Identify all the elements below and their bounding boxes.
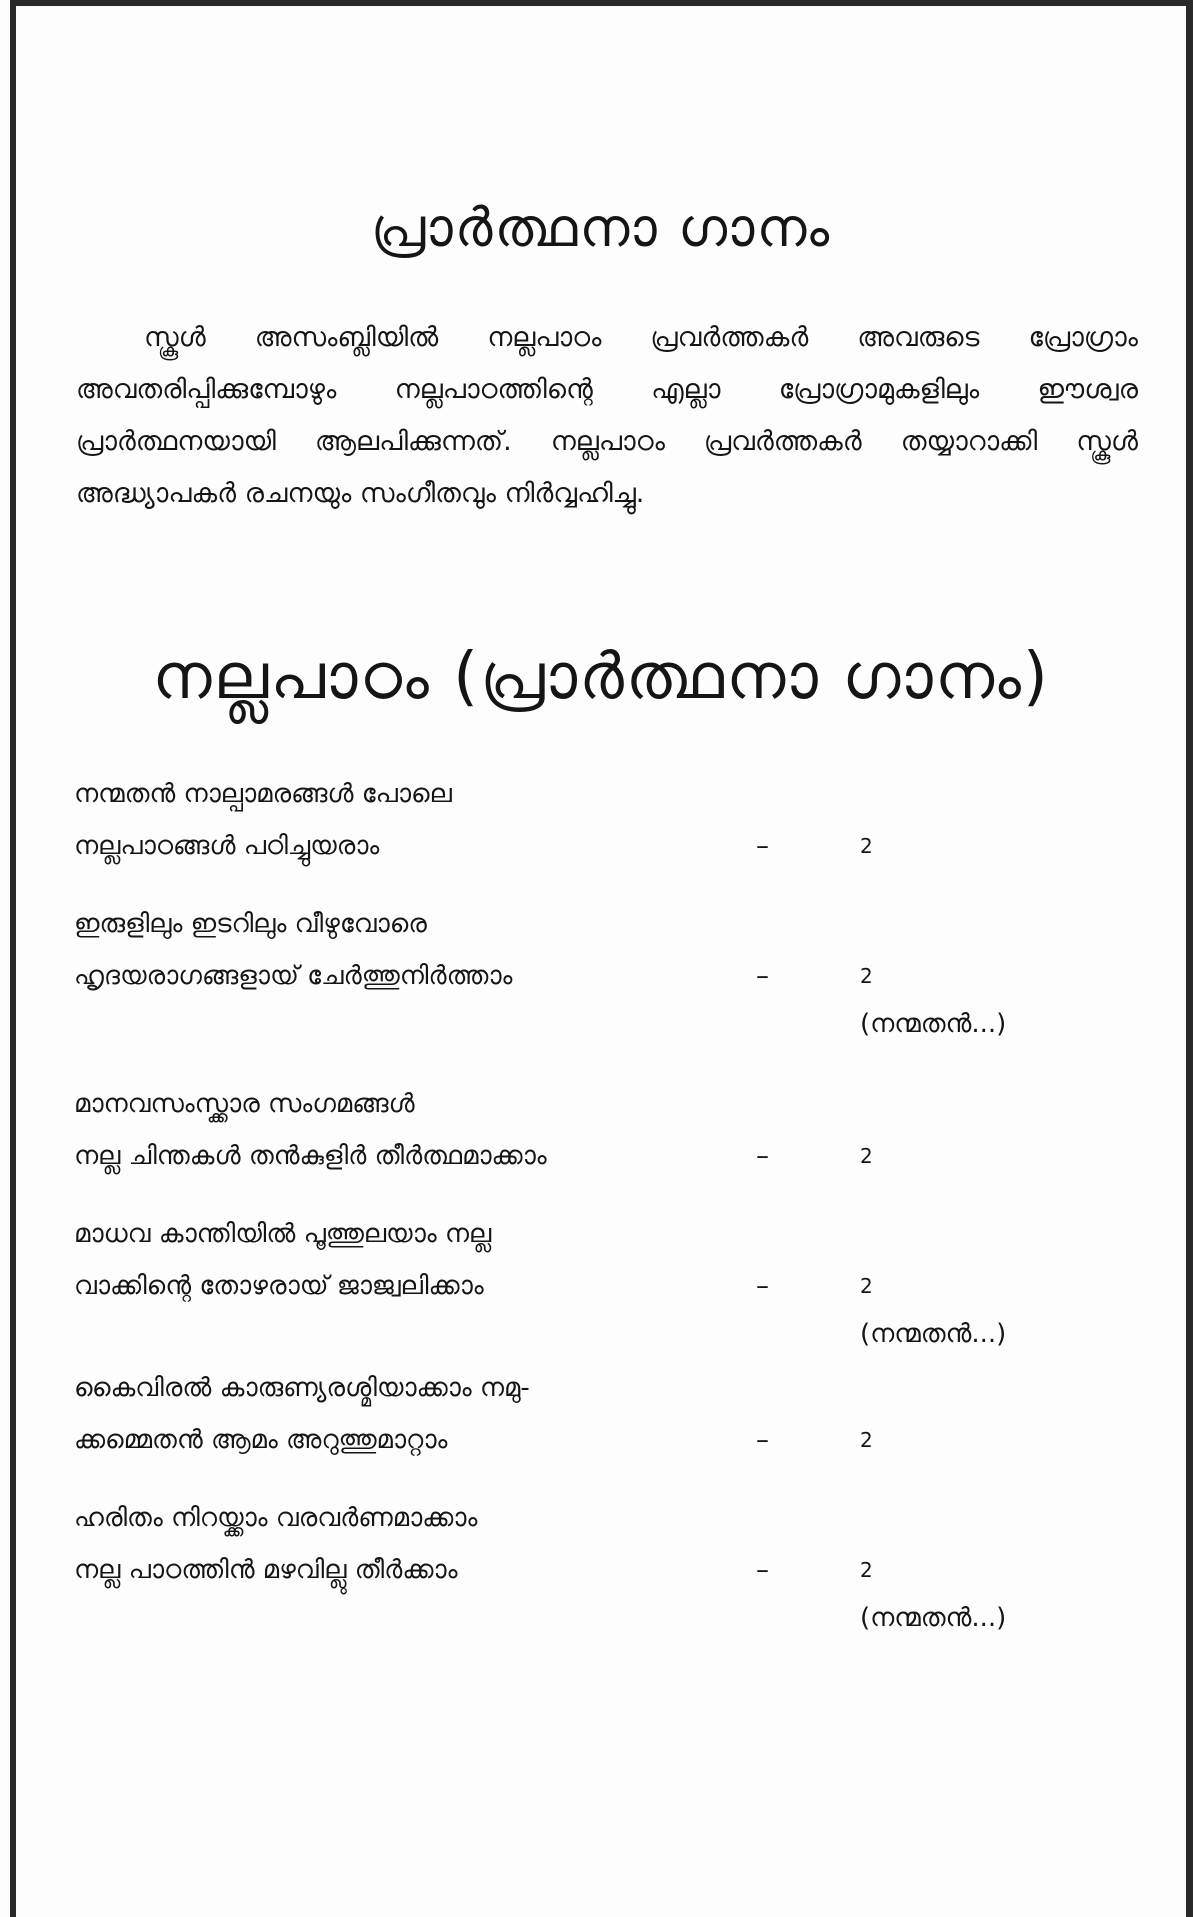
- verse-line: [74, 1414, 1114, 1466]
- repeat-dash: –: [756, 1271, 769, 1301]
- verse-line: [74, 1362, 1114, 1414]
- stanza: [74, 1078, 1114, 1182]
- stanza: [74, 1492, 1114, 1646]
- repeat-dash: –: [756, 1425, 769, 1455]
- verse-text: നല്ല ചിന്തകൾ തൻകുളിർ തീർത്ഥമാക്കാം: [74, 1141, 547, 1171]
- verse-text: ഹൃദയരാഗങ്ങളായ് ചേർത്തുനിർത്താം: [74, 961, 513, 991]
- refrain-line: [74, 1596, 1114, 1646]
- refrain-text: (നന്മതൻ...): [860, 1319, 1007, 1349]
- intro-paragraph: [76, 312, 1138, 520]
- repeat-count: 2: [860, 834, 873, 858]
- verse-line: [74, 820, 1114, 872]
- refrain-line: [74, 1002, 1114, 1052]
- refrain-text: (നന്മതൻ...): [860, 1603, 1007, 1633]
- repeat-count: 2: [860, 1274, 873, 1298]
- verse-text: ഹരിതം നിറയ്ക്കാം വരവർണമാക്കാം: [74, 1503, 478, 1533]
- verse-line: [74, 1260, 1114, 1312]
- repeat-count: 2: [860, 1558, 873, 1582]
- repeat-dash: –: [756, 961, 769, 991]
- page-border-right: [1186, 0, 1193, 1917]
- repeat-dash: –: [756, 1555, 769, 1585]
- verse-text: മാധവ കാന്തിയിൽ പൂത്തുലയാം നല്ല: [74, 1219, 492, 1249]
- refrain-line: [74, 1312, 1114, 1362]
- repeat-count: 2: [860, 964, 873, 988]
- repeat-count: 2: [860, 1144, 873, 1168]
- verse-line: [74, 1492, 1114, 1544]
- verse-text: കൈവിരൽ കാരുണ്യരശ്മിയാക്കാം നമു-: [74, 1373, 530, 1403]
- repeat-dash: –: [756, 1141, 769, 1171]
- repeat-dash: –: [756, 831, 769, 861]
- stanza: [74, 898, 1114, 1052]
- verse-line: [74, 1208, 1114, 1260]
- song-title: നല്ലപാഠം (പ്രാർത്ഥനാ ഗാനം): [152, 640, 1050, 714]
- stanza: [74, 768, 1114, 872]
- repeat-count: 2: [860, 1428, 873, 1452]
- intro-text: സ്കൂൾ അസംബ്ലിയിൽ നല്ലപാഠം പ്രവർത്തകർ അവരുടെ പ്രോഗ്രാം അവതരിപ്പിക്കുമ്പോഴും നല്ലപാഠത്തിന്റെ എല്ലാ പ്രോഗ്രാമുകളിലും ഈശ്വര പ്രാർത്ഥനയായി ആലപിക്കുന്നത്. നല്ലപാഠം പ്രവർത്തകർ തയ്യാറാക്കി സ്കൂൾ അദ്ധ്യാപകർ രചനയും സംഗീതവും നിർവ്വഹിച്ചു.: [76, 322, 1138, 509]
- verse-text: നല്ല പാഠത്തിൻ മഴവില്ലു തീർക്കാം: [74, 1555, 458, 1585]
- verse-line: [74, 1078, 1114, 1130]
- verse-line: [74, 898, 1114, 950]
- refrain-text: (നന്മതൻ...): [860, 1009, 1007, 1039]
- verse-text: നന്മതൻ നാല്പാമരങ്ങൾ പോലെ: [74, 779, 452, 809]
- verse-text: നല്ലപാഠങ്ങൾ പഠിച്ചുയരാം: [74, 831, 380, 861]
- page-border-left: [10, 0, 16, 1917]
- verse-line: [74, 1544, 1114, 1596]
- verse-line: [74, 950, 1114, 1002]
- verse-line: [74, 1130, 1114, 1182]
- stanza: [74, 1362, 1114, 1466]
- song-verses: [74, 768, 1114, 1646]
- stanza: [74, 1208, 1114, 1362]
- verse-line: [74, 768, 1114, 820]
- verse-text: ക്കമ്മെതൻ ആമം അറുത്തുമാറ്റാം: [74, 1425, 448, 1455]
- page-border-top: [10, 0, 1193, 6]
- verse-text: വാക്കിന്റെ തോഴരായ് ജാജ്വലിക്കാം: [74, 1271, 484, 1301]
- verse-text: ഇരുളിലും ഇടറിലും വീഴുവോരെ: [74, 909, 427, 939]
- verse-text: മാനവസംസ്ക്കാര സംഗമങ്ങൾ: [74, 1089, 415, 1119]
- prayer-song-title: പ്രാർത്ഥനാ ഗാനം: [370, 196, 832, 259]
